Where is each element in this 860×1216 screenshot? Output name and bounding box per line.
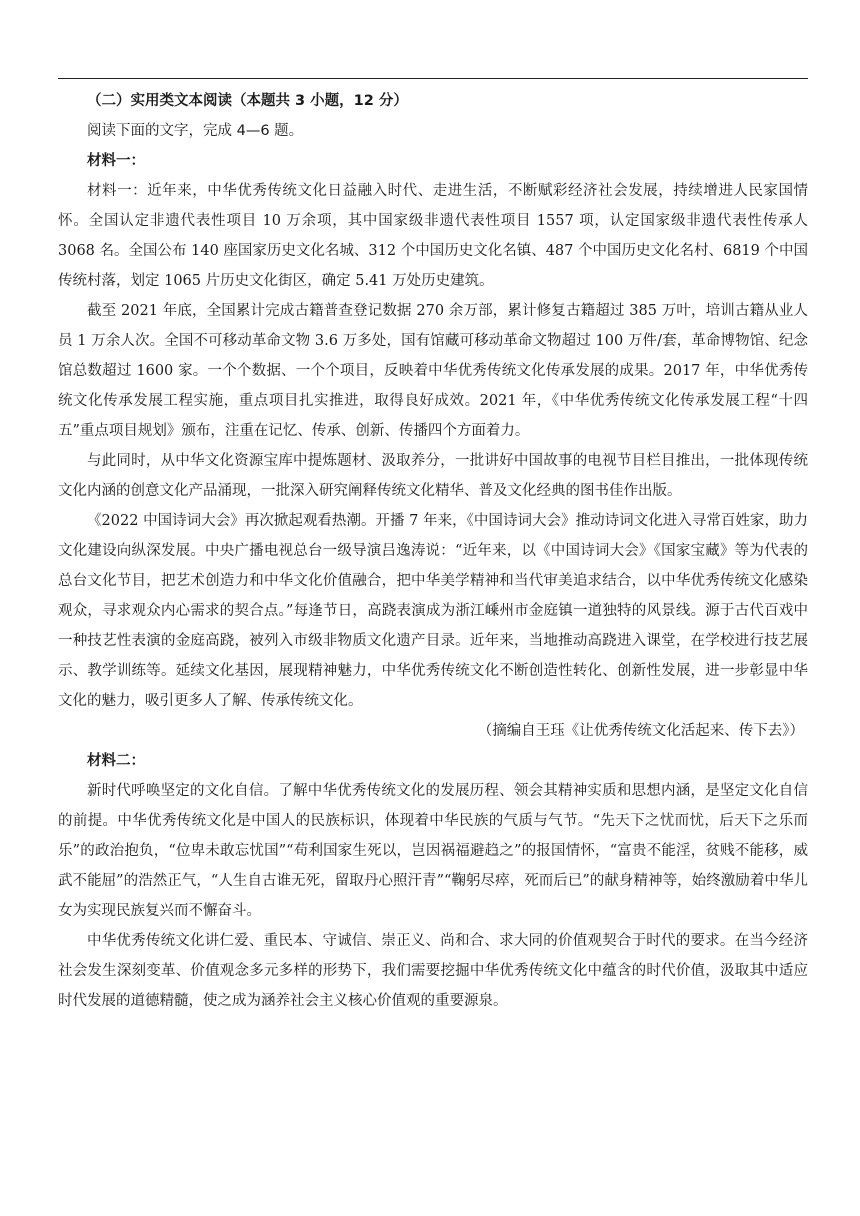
material-one-label: 材料一： bbox=[87, 153, 145, 169]
material-two-paragraph-1: 新时代呼唤坚定的文化自信。了解中华优秀传统文化的发展历程、领会其精神实质和思想内涵，是坚定文化自信的前提。中华优秀传统文化是中国人的民族标识，体现着中华民族的气质与气节。“先天下之忧而忧，后天下之乐而乐”的政治抱负，“位卑未敢忘忧国”“苟利国家生死以，岂因祸福避趋之”的报国情怀，“富贵不能淫，贫贱不能移，威武不能屈”的浩然正气，“人生自古谁无死，留取丹心照汗青”“鞠躬尽瘁，死而后已”的献身精神等，始终激励着中华儿女为实现民族复兴而不懈奋斗。 bbox=[58, 783, 808, 919]
top-rule bbox=[58, 78, 808, 79]
document-body bbox=[58, 86, 808, 1016]
material-one-paragraph-3: 与此同时，从中华文化资源宝库中提炼题材、汲取养分，一批讲好中国故事的电视节目栏目推出，一批体现传统文化内涵的创意文化产品涌现，一批深入研究阐释传统文化精华、普及文化经典的图书佳作出版。 bbox=[58, 453, 808, 499]
material-one-source: （摘编自王珏《让优秀传统文化活起来、传下去》） bbox=[477, 723, 804, 739]
material-two-paragraph-2: 中华优秀传统文化讲仁爱、重民本、守诚信、崇正义、尚和合、求大同的价值观契合于时代的要求。在当今经济社会发生深刻变革、价值观念多元多样的形势下，我们需要挖掘中华优秀传统文化中蕴含的时代价值，汲取其中适应时代发展的道德精髓，使之成为涵养社会主义核心价值观的重要源泉。 bbox=[58, 933, 808, 1009]
material-one-paragraph-2: 截至 2021 年底，全国累计完成古籍普查登记数据 270 余万部，累计修复古籍超过 385 万叶，培训古籍从业人员 1 万余人次。全国不可移动革命文物 3.6 万多处，国有馆藏可移动革命文物超过 100 万件/套，革命博物馆、纪念馆总数超过 1600 家。一个个数据、一个个项目，反映着中华优秀传统文化传承发展的成果。2017 年，中华优秀传统文化传承发展工程实施，重点项目扎实推进，取得良好成效。2021 年，《中华优秀传统文化传承发展工程“十四五”重点项目规划》颁布，注重在记忆、传承、创新、传播四个方面着力。 bbox=[58, 303, 808, 439]
instruction: 阅读下面的文字，完成 4—6 题。 bbox=[87, 123, 304, 139]
material-one-paragraph-1: 材料一：近年来，中华优秀传统文化日益融入时代、走进生活，不断赋彩经济社会发展，持续增进人民家国情怀。全国认定非遗代表性项目 10 万余项，其中国家级非遗代表性项目 1557 项，认定国家级非遗代表性传承人 3068 名。全国公布 140 座国家历史文化名城、312 个中国历史文化名镇、487 个中国历史文化名村、6819 个中国传统村落，划定 1065 片历史文化街区，确定 5.41 万处历史建筑。 bbox=[58, 183, 808, 289]
material-two-label: 材料二： bbox=[87, 753, 145, 769]
section-title: （二）实用类文本阅读（本题共 3 小题，12 分） bbox=[87, 93, 408, 109]
material-one-paragraph-4: 《2022 中国诗词大会》再次掀起观看热潮。开播 7 年来，《中国诗词大会》推动诗词文化进入寻常百姓家，助力文化建设向纵深发展。中央广播电视总台一级导演吕逸涛说：“近年来，以《中国诗词大会》《国家宝藏》等为代表的总台文化节目，把艺术创造力和中华文化价值融合，把中华美学精神和当代审美追求结合，以中华优秀传统文化感染观众，寻求观众内心需求的契合点。”每逢节日，高跷表演成为浙江嵊州市金庭镇一道独特的风景线。源于古代百戏中一种技艺性表演的金庭高跷，被列入市级非物质文化遗产目录。近年来，当地推动高跷进入课堂，在学校进行技艺展示、教学训练等。延续文化基因，展现精神魅力，中华优秀传统文化不断创造性转化、创新性发展，进一步彰显中华文化的魅力，吸引更多人了解、传承传统文化。 bbox=[58, 513, 808, 709]
